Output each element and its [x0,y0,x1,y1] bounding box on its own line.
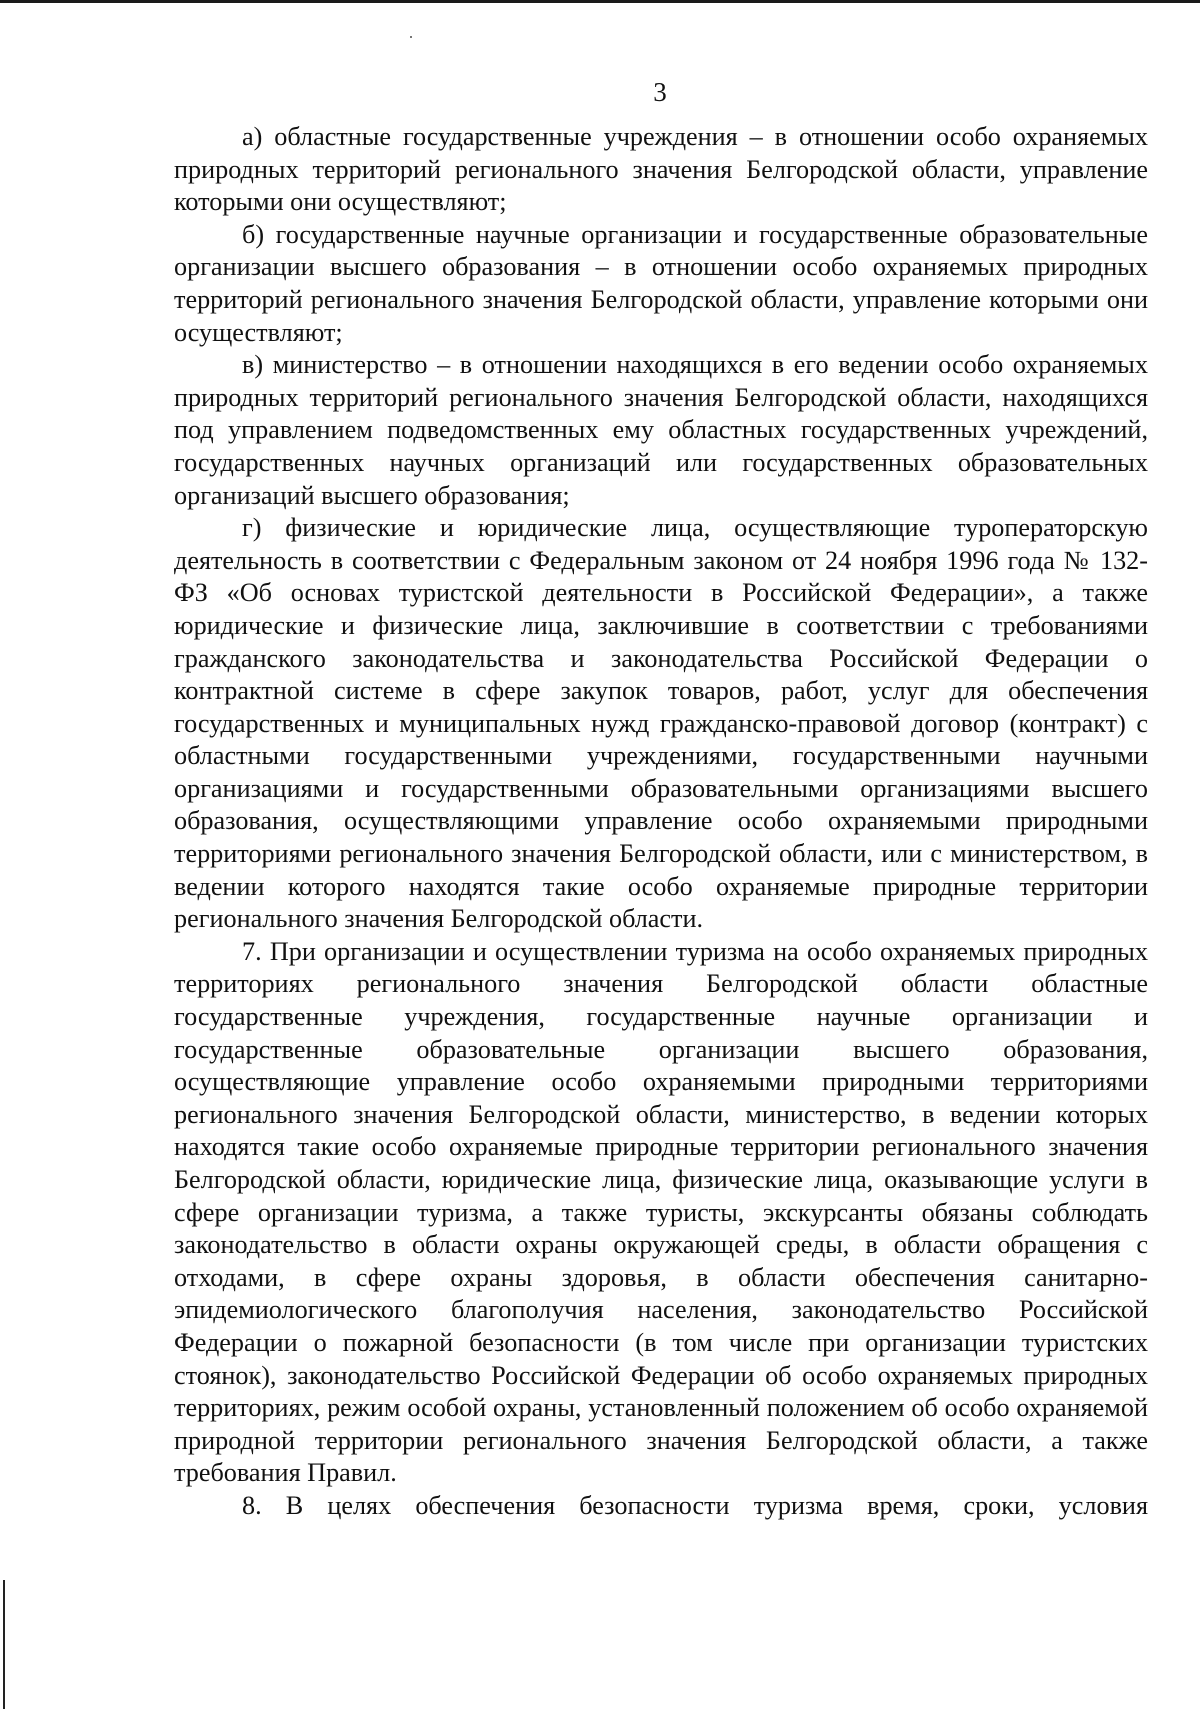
paragraph-b: б) государственные научные организации и государственные образовательные организации высшего образования – в отношении особо охраняемых природных территорий регионального значения Белгородской области, управление которыми они осуществляют; [174,219,1148,347]
page-number: 3 [653,77,667,107]
paragraph-a: а) областные государственные учреждения – в отношении особо охраняемых природных территорий регионального значения Белгородской области, управление которыми они осуществляют; [174,122,1148,217]
paragraph-7: 7. При организации и осуществлении туризма на особо охраняемых природных территориях регионального значения Белгородской области областные государственные учреждения, государственные научные организации и государственные образовательные организации высшего образования, осуществляющие управление особо охраняемыми природными территориями регионального значения Белгородской области, министерство, в ведении которых находятся такие особо охраняемые природные территории регионального значения Белгородской области, юридические лица, физические лица, оказывающие услуги в сфере организации туризма, а также туристы, экскурсанты обязаны соблюдать законодательство в области охраны окружающей среды, в области обращения с отходами, в сфере охраны здоровья, в области обеспечения санитарно-эпидемиологического благополучия населения, законодательство Российской Федерации о пожарной безопасности (в том числе при организации туристских стоянок), законодательство Российской Федерации об особо охраняемых природных территориях, режим особой охраны, установленный положением об особо охраняемой природной территории регионального значения Белгородской области, а также требования Правил. [174,936,1148,1488]
paragraph-v: в) министерство – в отношении находящихся в его ведении особо охраняемых природных территорий регионального значения Белгородской области, находящихся под управлением подведомственных ему областных государственных учреждений, государственных научных организаций или государственных образовательных организаций высшего образования; [174,350,1148,510]
scan-border-top [0,0,1200,3]
paragraph-8: 8. В целях обеспечения безопасности туризма время, сроки, условия [242,1490,1148,1520]
paragraph-g: г) физические и юридические лица, осуществляющие туроператорскую деятельность в соответствии с Федеральным законом от 24 ноября 1996 года № 132-ФЗ «Об основах туристской деятельности в Российской Федерации», а также юридические и физические лица, заключившие в соответствии с требованиями гражданского законодательства и законодательства Российской Федерации о контрактной системе в сфере закупок товаров, работ, услуг для обеспечения государственных и муниципальных нужд гражданско-правовой договор (контракт) с областными государственными учреждениями, государственными научными организациями и государственными образовательными организациями высшего образования, осуществляющими управление особо охраняемыми природными территориями регионального значения Белгородской области, или с министерством, в ведении которого находятся такие особо охраняемые природные территории регионального значения Белгородской области. [174,513,1148,934]
scan-speck [410,36,412,38]
document-body [174,121,1148,1523]
scan-border-left [3,1580,5,1709]
